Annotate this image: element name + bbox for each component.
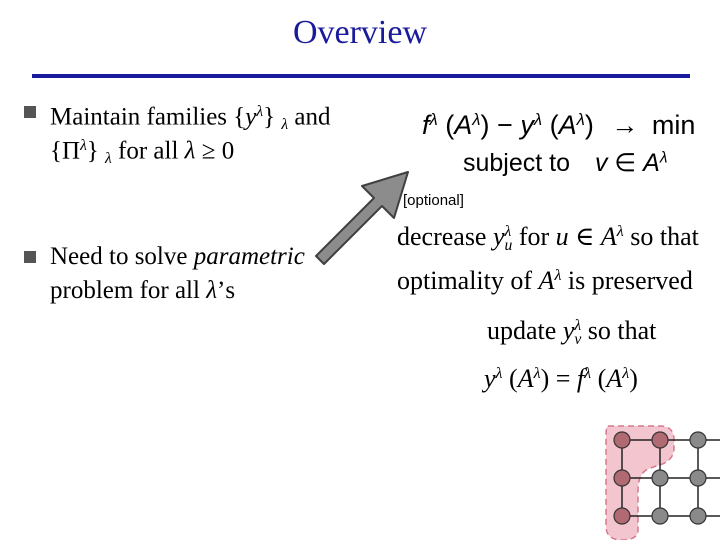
bullet-1-text-b: }: [263, 103, 282, 131]
eq-equals: =: [555, 364, 571, 393]
bullet-1-text-e: }: [86, 137, 106, 165]
subject-to-label: subject to: [463, 149, 571, 177]
update-equation: $y^\lambda$ $(A^\lambda) = f^\lambda$ $(A^\lambda)$: [484, 364, 638, 393]
bullet-1-text-f: for all: [111, 137, 185, 165]
formula-A-1-lambda: λ: [472, 110, 481, 129]
grid-graph: [598, 418, 720, 540]
decrease-A-lambda: λ: [616, 223, 624, 241]
optimality-step: [397, 266, 693, 296]
grid-node-highlighted: [652, 432, 668, 448]
eq-y-lambda: λ: [495, 365, 503, 383]
bullet-1-text-g: ≥ 0: [195, 137, 235, 165]
bullet-2-lambda: λ: [206, 277, 218, 304]
bullet-1-lambda-sub: λ: [281, 116, 289, 134]
grid-node: [690, 432, 706, 448]
constraint-in: ∈: [614, 149, 637, 177]
update-var: y: [562, 316, 575, 345]
bullet-1-lambda-sup: λ: [256, 103, 264, 120]
formula-f-lambda: λ: [429, 110, 438, 129]
eq-A-2-lambda: λ: [622, 365, 630, 383]
slide-title: Overview: [292, 14, 428, 51]
eq-y: y: [484, 364, 496, 393]
constraint-v: v: [594, 149, 608, 177]
bullet-1-line-2: [50, 130, 234, 175]
bullet-2-emphasis: parametric: [193, 243, 305, 270]
constraint-A: A: [643, 149, 660, 177]
grid-node-highlighted: [614, 508, 630, 524]
decrease-for: for: [518, 222, 550, 251]
bullet-2-line-1: [50, 241, 305, 273]
eq-A-1-lambda: λ: [533, 365, 541, 383]
bullet-1-text-d: {: [50, 137, 62, 165]
optional-label: [optional]: [403, 192, 464, 209]
decrease-in: ∈: [575, 222, 595, 251]
optimality-pre: optimality of: [397, 266, 533, 295]
bullet-1-text-a: Maintain families {: [50, 103, 246, 131]
decrease-A: A: [600, 222, 617, 251]
formula-f: f: [422, 110, 430, 141]
formula-y: y: [520, 110, 534, 141]
decrease-var: y: [492, 222, 505, 251]
formula-A-2-lambda: λ: [576, 110, 585, 129]
optimality-A: A: [538, 266, 555, 295]
bullet-1-var-pi: Π: [62, 137, 81, 165]
formula-A-2: A: [558, 110, 577, 141]
decrease-u: u: [555, 222, 569, 251]
eq-A-2: A: [606, 364, 623, 393]
decrease-word: decrease: [397, 222, 487, 251]
eq-f-lambda: λ: [584, 365, 592, 383]
formula-min: min: [651, 110, 696, 141]
update-step: [487, 316, 656, 347]
bullet-1-lambda-sub-2: λ: [105, 150, 112, 168]
update-word: update: [487, 316, 557, 345]
formula-minus: −: [489, 110, 521, 141]
bullet-1-lambda: λ: [184, 137, 196, 165]
decrease-sub: u: [504, 237, 513, 255]
bullet-2-line-2: [50, 275, 235, 307]
decrease-step: [397, 222, 699, 253]
bullet-1-lambda-sup-2: λ: [80, 137, 87, 154]
bullet-marker-2: [24, 251, 36, 263]
arrow-shape: [316, 172, 408, 264]
grid-node: [652, 470, 668, 486]
formula-y-lambda: λ: [533, 110, 543, 129]
optimality-post: is preserved: [567, 266, 693, 295]
grid-node-highlighted: [614, 432, 630, 448]
optimality-A-lambda: λ: [554, 267, 562, 285]
eq-f: f: [576, 364, 585, 393]
update-tail: so that: [587, 316, 657, 345]
title-divider: [32, 74, 690, 78]
pointer-arrow: [310, 160, 420, 270]
formula-arrow: →: [611, 110, 639, 141]
bullet-2-text-a: Need to solve: [50, 243, 194, 270]
update-sub: v: [574, 331, 582, 349]
grid-node-highlighted: [614, 470, 630, 486]
objective-formula: $f^\lambda$ $(A^\lambda) - y^\lambda$ $(A^\lambda) \to \min$: [422, 110, 696, 141]
decrease-tail: so that: [630, 222, 699, 251]
bullet-1-var-y: y: [245, 103, 257, 131]
constraint-A-lambda: λ: [659, 149, 668, 167]
bullet-1-text-c: and: [288, 103, 331, 131]
grid-node: [690, 508, 706, 524]
grid-node: [690, 470, 706, 486]
bullet-2-text-b: problem for all: [50, 277, 207, 304]
grid-node: [652, 508, 668, 524]
update-lambda: λ: [574, 317, 582, 334]
formula-A-1: A: [454, 110, 473, 141]
decrease-lambda: λ: [504, 223, 512, 240]
constraint-formula: [463, 148, 667, 178]
bullet-marker-1: [24, 106, 36, 118]
eq-A-1: A: [517, 364, 534, 393]
bullet-2-text-c: ’s: [217, 277, 236, 304]
